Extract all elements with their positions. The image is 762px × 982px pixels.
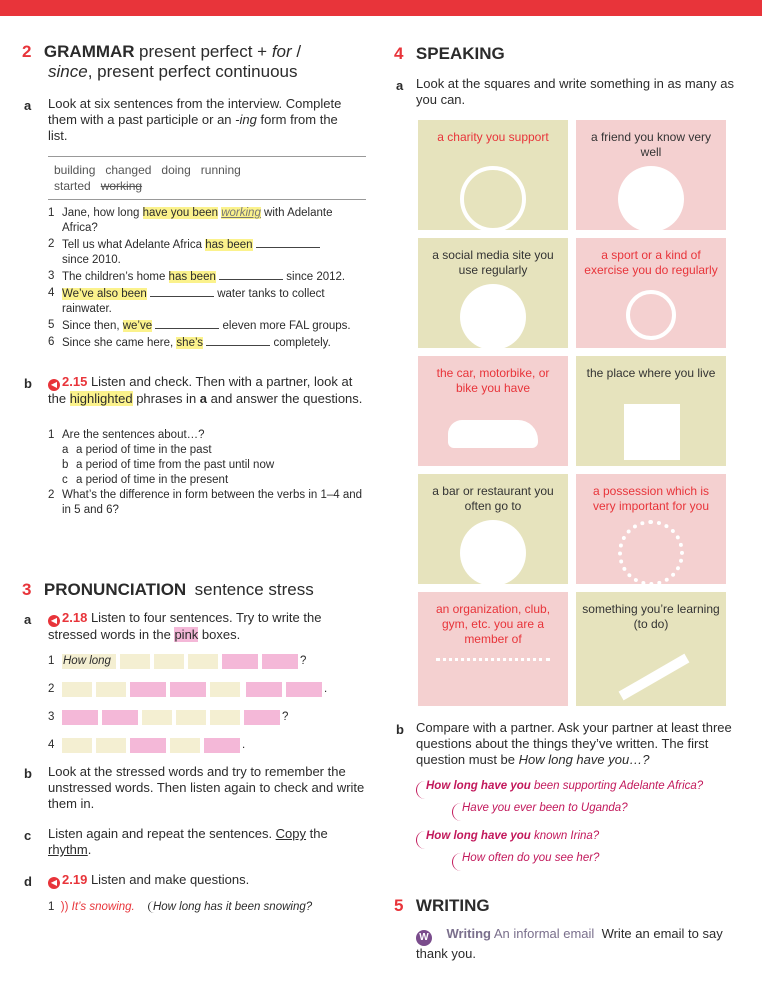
pronunciation-heading <box>22 580 314 600</box>
stress-row-1: 1 How long ? <box>48 655 307 667</box>
grid-cell-restaurant: a bar or restaurant you often go to <box>418 474 568 584</box>
speaking-instruction-a: Look at the squares and write something in as many as you can. <box>416 76 734 107</box>
sentence-2: 2 Tell us what Adelante Africa has been since 2010. <box>48 237 368 268</box>
section-number: 2 <box>22 42 32 61</box>
section-title: SPEAKING <box>415 44 505 63</box>
stress-row-4: 4 . <box>48 739 246 751</box>
section-title: PRONUNCIATION <box>43 580 187 599</box>
grammar-heading: 2 GRAMMAR present perfect + for / since, present perfect continuous <box>22 42 302 81</box>
example-question-1: How long have you been supporting Adelante Africa? <box>416 780 703 792</box>
exercise-letter: c <box>24 828 32 843</box>
section-number: 3 <box>22 580 32 599</box>
writing-badge-icon: W <box>416 930 432 946</box>
grammar-instruction-a: Look at six sentences from the interview. Complete them with a past participle or an -ing form from the list. <box>48 96 342 143</box>
grammar-instruction-b: ◀ 2.15 Listen and check. Then with a partner, look at the highlighted phrases in a and answer the questions. <box>48 374 363 406</box>
pron-instruction-b: Look at the stressed words and try to remember the unstressed words. Then listen again to check and write them in. <box>48 764 365 811</box>
word-list-box: building changed doing running started working <box>48 156 366 200</box>
pron-instruction-d: ◀ 2.19 Listen and make questions. <box>48 872 368 889</box>
pron-instruction-c: Listen again and repeat the sentences. Copy the rhythm. <box>48 826 328 857</box>
grid-cell-car: the car, motorbike, or bike you have <box>418 356 568 466</box>
audio-icon[interactable]: ◀ <box>48 615 60 627</box>
sentence-4: 4 We’ve also been water tanks to collect rainwater. <box>48 287 325 315</box>
section-number: 5 <box>394 896 404 915</box>
section-number: 4 <box>394 44 404 63</box>
example-answer-2: How often do you see her? <box>452 852 599 864</box>
writing-heading <box>394 896 490 916</box>
building-icon <box>624 404 680 460</box>
grid-cell-organization: an organization, club, gym, etc. you are a member of <box>418 592 568 706</box>
sentence-3: 3 The children’s home has been since 2012. <box>48 270 346 283</box>
audio-icon[interactable]: ◀ <box>48 379 60 391</box>
exercise-letter: a <box>396 78 404 93</box>
pron-example-d1: 1 )) It’s snowing. How long has it been snowing? <box>48 901 313 913</box>
grid-cell-sport: a sport or a kind of exercise you do regularly <box>576 238 726 348</box>
group-dancing-icon <box>436 658 550 694</box>
speaking-grid <box>418 120 736 706</box>
top-red-bar <box>0 0 762 16</box>
car-icon <box>448 420 538 448</box>
exercise-letter: d <box>24 874 32 889</box>
exercise-letter: a <box>24 612 32 627</box>
sentence-6: 6 Since she came here, she’s completely. <box>48 336 331 349</box>
grid-cell-charity: a charity you support <box>418 120 568 230</box>
exercise-letter: b <box>24 376 32 391</box>
stress-row-2: 2 . <box>48 683 328 695</box>
sound-waves-icon: )) <box>60 901 69 913</box>
grid-cell-possession: a possession which is very important for you <box>576 474 726 584</box>
example-question-2: How long have you known Irina? <box>416 830 599 842</box>
exercise-letter: a <box>24 98 32 113</box>
bird-icon <box>460 284 526 350</box>
section-subtitle: present perfect + for / <box>139 42 302 61</box>
pron-instruction-a: ◀ 2.18 Listen to four sentences. Try to write the stressed words in the pink boxes. <box>48 610 322 642</box>
guitar-icon <box>619 654 690 701</box>
necklace-icon <box>618 520 684 586</box>
grid-cell-friend: a friend you know very well <box>576 120 726 230</box>
section-title: GRAMMAR <box>43 42 135 61</box>
people-in-circle-icon <box>460 166 526 232</box>
writing-instruction: W Writing An informal email Write an email to say thank you. <box>416 926 723 961</box>
fork-knife-icon <box>460 520 526 586</box>
grammar-questions: 1 Are the sentences about…? a a period of time in the past b a period of time from the past until now c a period of time in the present 2 What’s the difference in form between the verbs in 1–4 and in 5 and 6? <box>48 429 363 516</box>
woman-portrait-icon <box>618 166 684 232</box>
example-answer-1: Have you ever been to Uganda? <box>452 802 628 814</box>
exercise-letter: b <box>396 722 404 737</box>
speaking-instruction-b: Compare with a partner. Ask your partner at least three questions about the things they’ve written. The first question must be How long have you…? <box>416 720 732 767</box>
grid-cell-social-media: a social media site you use regularly <box>418 238 568 348</box>
grid-cell-home: the place where you live <box>576 356 726 466</box>
sentence-1: 1 Jane, how long have you been working with Adelante Africa? <box>48 207 333 234</box>
audio-icon[interactable]: ◀ <box>48 877 60 889</box>
exercise-letter: b <box>24 766 32 781</box>
grammar-sentences <box>48 206 368 351</box>
grid-cell-learning: something you’re learning (to do) <box>576 592 726 706</box>
tennis-player-icon <box>626 290 676 340</box>
sentence-5: 5 Since then, we’ve eleven more FAL groups. <box>48 319 351 332</box>
speaking-heading <box>394 44 505 64</box>
stress-row-3: 3 ? <box>48 711 289 723</box>
section-subtitle: sentence stress <box>194 580 314 599</box>
section-title: WRITING <box>415 896 490 915</box>
